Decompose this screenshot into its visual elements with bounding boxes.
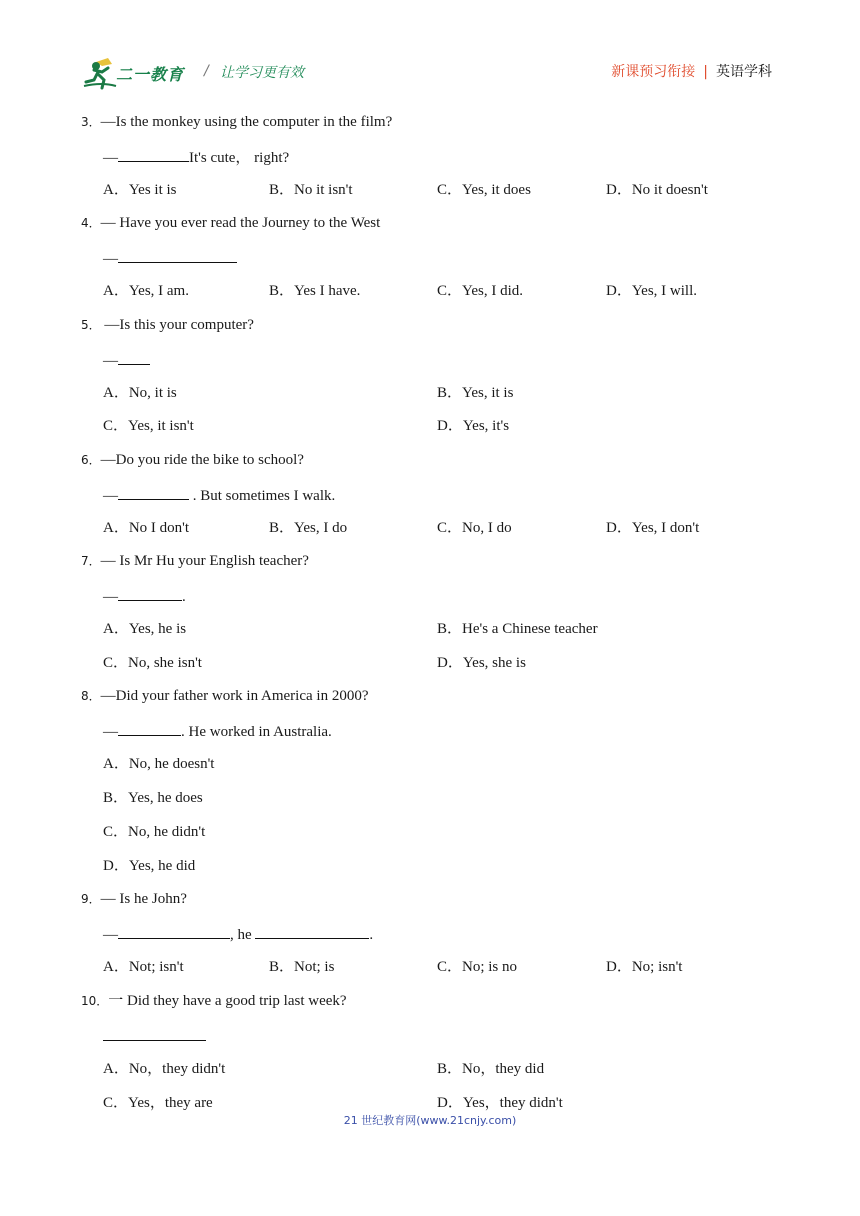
- answer-line: [103, 485, 335, 505]
- answer-suffix: . He worked in Australia.: [181, 724, 332, 740]
- question-number: 3．: [81, 115, 101, 129]
- option-c[interactable]: C．Yes, it does: [437, 182, 531, 198]
- question-stem: [81, 890, 187, 908]
- option-b[interactable]: B．No，they did: [437, 1061, 545, 1077]
- answer-blank[interactable]: [118, 485, 189, 500]
- option-b[interactable]: B．Yes I have.: [269, 283, 361, 299]
- option-a[interactable]: A．No I don't: [103, 520, 190, 536]
- question-stem: [81, 214, 380, 232]
- option-d[interactable]: D．No; isn't: [606, 959, 683, 975]
- question-text: —Do you ride the bike to school?: [100, 452, 304, 468]
- question-text: — Is he John?: [100, 891, 187, 907]
- header-course-label: 新课预习衔接: [611, 64, 696, 80]
- answer-line: [103, 147, 289, 167]
- option-d[interactable]: D．Yes, it's: [437, 418, 510, 434]
- option-c[interactable]: C．Yes, it isn't: [103, 418, 194, 434]
- answer-dash: —: [103, 353, 118, 369]
- question-number: 4．: [81, 216, 101, 230]
- answer-dash: —: [103, 251, 118, 267]
- question-text: —Is the monkey using the computer in the film?: [100, 114, 393, 130]
- option-a[interactable]: A．Yes, he is: [103, 621, 187, 637]
- question-number: 8．: [81, 689, 101, 703]
- option-d[interactable]: D．Yes, he did: [103, 858, 196, 874]
- slogan: 让学习更有效: [220, 65, 304, 81]
- question-text: 一 Did they have a good trip last week?: [108, 993, 347, 1009]
- header-subject: [611, 61, 772, 81]
- question-number: 5．: [81, 318, 101, 332]
- option-a[interactable]: A．Yes it is: [103, 182, 177, 198]
- question-number: 6．: [81, 453, 101, 467]
- header-subject-label: 英语学科: [716, 64, 772, 80]
- logo-text: 二一教育: [116, 65, 185, 84]
- answer-middle: , he: [230, 927, 256, 943]
- option-b[interactable]: B．No it isn't: [269, 182, 353, 198]
- option-c[interactable]: C．Yes, I did.: [437, 283, 523, 299]
- answer-dash: —: [103, 724, 118, 740]
- page-header: [0, 0, 860, 100]
- option-d[interactable]: D．Yes, I will.: [606, 283, 697, 299]
- answer-suffix: .: [369, 927, 374, 943]
- option-a[interactable]: A．No，they didn't: [103, 1061, 226, 1077]
- question-stem: [81, 451, 304, 469]
- option-d[interactable]: D．Yes, she is: [437, 655, 526, 671]
- option-c[interactable]: C．Yes，they are: [103, 1095, 213, 1111]
- question-text: — Is Mr Hu your English teacher?: [100, 553, 309, 569]
- option-d[interactable]: D．Yes, I don't: [606, 520, 700, 536]
- option-b[interactable]: B．Not; is: [269, 959, 335, 975]
- answer-blank[interactable]: [118, 350, 150, 365]
- option-c[interactable]: C．No, he didn't: [103, 824, 206, 840]
- option-b[interactable]: B．Yes, I do: [269, 520, 348, 536]
- option-a[interactable]: A．No, it is: [103, 385, 177, 401]
- answer-blank[interactable]: [118, 248, 237, 263]
- answer-suffix: .: [182, 589, 186, 605]
- answer-blank[interactable]: [118, 586, 182, 601]
- answer-suffix: . But sometimes I walk.: [189, 488, 336, 504]
- option-d[interactable]: D．No it doesn't: [606, 182, 708, 198]
- option-c[interactable]: C．No; is no: [437, 959, 518, 975]
- answer-suffix: It's cute， right?: [189, 150, 290, 166]
- answer-dash: —: [103, 488, 118, 504]
- answer-blank-2[interactable]: [255, 924, 369, 939]
- answer-dash: —: [103, 927, 118, 943]
- question-number: 7．: [81, 554, 101, 568]
- question-stem: [81, 113, 392, 131]
- option-a[interactable]: A．Not; isn't: [103, 959, 184, 975]
- question-text: —Did your father work in America in 2000?: [100, 688, 369, 704]
- question-stem: [81, 316, 254, 334]
- option-c[interactable]: C．No, I do: [437, 520, 512, 536]
- answer-line: [103, 350, 150, 370]
- option-b[interactable]: B．He's a Chinese teacher: [437, 621, 598, 637]
- option-b[interactable]: B．Yes, it is: [437, 385, 514, 401]
- answer-blank-1[interactable]: [118, 924, 230, 939]
- question-stem: [81, 687, 369, 705]
- answer-line: [103, 1026, 206, 1046]
- option-c[interactable]: C．No, she isn't: [103, 655, 202, 671]
- header-separator: |: [703, 64, 708, 80]
- answer-line: [103, 586, 186, 606]
- answer-line: [103, 924, 373, 944]
- question-stem: [81, 992, 347, 1010]
- answer-blank[interactable]: [118, 721, 181, 736]
- slogan-divider: /: [204, 63, 209, 79]
- question-number: 10．: [81, 994, 109, 1008]
- answer-line: [103, 248, 237, 268]
- question-number: 9．: [81, 892, 101, 906]
- answer-blank[interactable]: [103, 1026, 206, 1041]
- answer-dash: —: [103, 589, 118, 605]
- option-d[interactable]: D．Yes，they didn't: [437, 1095, 563, 1111]
- answer-line: [103, 721, 332, 741]
- answer-blank[interactable]: [118, 147, 189, 162]
- option-b[interactable]: B．Yes, he does: [103, 790, 203, 806]
- option-a[interactable]: A．No, he doesn't: [103, 756, 215, 772]
- option-a[interactable]: A．Yes, I am.: [103, 283, 189, 299]
- answer-dash: —: [103, 150, 118, 166]
- question-text: —Is this your computer?: [100, 317, 254, 333]
- page-footer: 21 世纪教育网(www.21cnjy.com): [343, 1114, 517, 1127]
- question-text: — Have you ever read the Journey to the West: [100, 215, 381, 231]
- question-stem: [81, 552, 309, 570]
